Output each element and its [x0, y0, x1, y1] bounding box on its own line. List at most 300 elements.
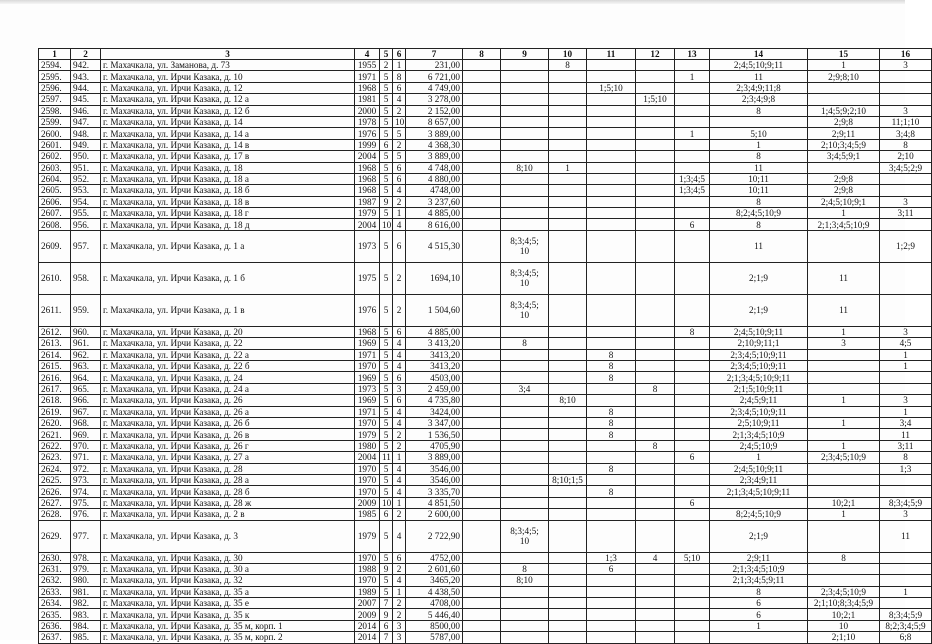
table-row: [39, 326, 932, 337]
table-cell: 5: [380, 173, 393, 184]
table-cell: 4 368,30: [406, 139, 463, 150]
table-cell: 1968: [355, 162, 380, 173]
table-cell: 4 735,80: [406, 395, 463, 406]
table-cell: [549, 105, 587, 116]
table-cell: [636, 497, 675, 508]
table-cell: 947.: [71, 116, 101, 127]
table-cell: 1: [808, 208, 880, 219]
table-cell: 4503,00: [406, 372, 463, 383]
table-cell: [636, 395, 675, 406]
table-cell: 2: [393, 262, 406, 294]
table-cell: [463, 219, 501, 230]
table-cell: [675, 474, 710, 485]
table-row: [39, 139, 932, 150]
table-cell: [549, 429, 587, 440]
table-cell: [463, 586, 501, 597]
table-cell: 5: [380, 586, 393, 597]
table-cell: 3;4: [880, 417, 932, 428]
table-cell: 1955: [355, 60, 380, 71]
table-cell: [501, 463, 549, 474]
table-cell: 11: [380, 452, 393, 463]
table-cell: 6;8: [880, 632, 932, 643]
table-cell: 5: [380, 162, 393, 173]
table-cell: 5: [380, 208, 393, 219]
table-cell: 3 889,00: [406, 128, 463, 139]
table-cell: 1999: [355, 139, 380, 150]
table-cell: 8;10: [549, 395, 587, 406]
table-row: [39, 105, 932, 116]
table-cell: 2;1;3;4;5;9;11: [710, 575, 808, 586]
table-cell: 3;4: [501, 383, 549, 394]
table-cell: 8;3;4;5; 10: [501, 294, 549, 326]
table-row: [39, 173, 932, 184]
table-cell: 1988: [355, 563, 380, 574]
table-cell: [501, 474, 549, 485]
table-row: [39, 429, 932, 440]
table-cell: [636, 609, 675, 620]
table-cell: [587, 162, 636, 173]
table-cell: 10;2;1: [808, 609, 880, 620]
table-cell: [463, 105, 501, 116]
table-cell: 2;9;8: [808, 116, 880, 127]
table-cell: [636, 474, 675, 485]
table-cell: [587, 60, 636, 71]
table-cell: 2: [393, 294, 406, 326]
table-cell: [463, 208, 501, 219]
table-cell: г. Махачкала, ул. Ирчи Казака, д. 1 в: [101, 294, 355, 326]
table-cell: [463, 406, 501, 417]
table-cell: 4752,00: [406, 552, 463, 563]
table-cell: 11: [710, 71, 808, 82]
table-cell: 2004: [355, 151, 380, 162]
table-cell: [463, 230, 501, 262]
table-cell: 5: [380, 116, 393, 127]
table-cell: [549, 417, 587, 428]
column-header: 7: [406, 49, 463, 60]
table-cell: 2612.: [39, 326, 71, 337]
table-cell: [636, 128, 675, 139]
table-cell: 5: [380, 82, 393, 93]
table-cell: [501, 429, 549, 440]
table-cell: 8500,00: [406, 620, 463, 631]
table-cell: [549, 486, 587, 497]
column-header: 2: [71, 49, 101, 60]
table-cell: [675, 349, 710, 360]
table-cell: [675, 116, 710, 127]
table-cell: 4708,00: [406, 598, 463, 609]
table-cell: 5: [380, 105, 393, 116]
table-cell: 1;3: [587, 552, 636, 563]
table-row: [39, 151, 932, 162]
table-cell: [675, 609, 710, 620]
table-cell: 2606.: [39, 196, 71, 207]
table-cell: [675, 338, 710, 349]
table-cell: 4 438,50: [406, 586, 463, 597]
table-cell: [463, 173, 501, 184]
table-cell: [463, 452, 501, 463]
table-cell: 5: [380, 349, 393, 360]
table-cell: 5: [380, 486, 393, 497]
table-row: [39, 474, 932, 485]
table-cell: 1: [393, 60, 406, 71]
table-cell: 954.: [71, 196, 101, 207]
table-row: [39, 162, 932, 173]
table-cell: г. Махачкала, ул. Ирчи Казака, д. 28: [101, 463, 355, 474]
table-cell: 2: [380, 60, 393, 71]
table-cell: 8: [710, 151, 808, 162]
table-cell: [636, 586, 675, 597]
table-cell: 3 413,20: [406, 338, 463, 349]
table-cell: г. Махачкала, ул. Ирчи Казака, д. 35 м, корп. 2: [101, 632, 355, 643]
table-cell: [549, 552, 587, 563]
table-cell: 4: [393, 406, 406, 417]
table-cell: 1;3: [880, 463, 932, 474]
table-cell: 3413,20: [406, 361, 463, 372]
table-cell: 4 748,00: [406, 162, 463, 173]
table-row: [39, 520, 932, 552]
table-cell: 5: [380, 463, 393, 474]
table-cell: [587, 395, 636, 406]
table-cell: 3;4;8: [880, 128, 932, 139]
table-cell: [501, 406, 549, 417]
table-cell: [636, 620, 675, 631]
table-cell: [808, 383, 880, 394]
table-cell: [880, 294, 932, 326]
table-cell: [675, 598, 710, 609]
table-cell: 4: [393, 338, 406, 349]
table-cell: [549, 294, 587, 326]
table-cell: [463, 632, 501, 643]
table-cell: 1970: [355, 552, 380, 563]
table-cell: [501, 509, 549, 520]
table-cell: [587, 71, 636, 82]
table-cell: [501, 632, 549, 643]
table-cell: 2 152,00: [406, 105, 463, 116]
table-cell: [501, 139, 549, 150]
table-cell: [549, 173, 587, 184]
table-cell: 11: [808, 262, 880, 294]
table-cell: [587, 598, 636, 609]
table-cell: 1973: [355, 383, 380, 394]
table-cell: 5: [393, 128, 406, 139]
table-cell: [549, 497, 587, 508]
table-cell: [636, 173, 675, 184]
table-row: [39, 620, 932, 631]
column-header: 4: [355, 49, 380, 60]
table-cell: [463, 417, 501, 428]
table-cell: [880, 474, 932, 485]
column-header: 8: [463, 49, 501, 60]
table-cell: 6: [710, 598, 808, 609]
table-cell: 4: [393, 520, 406, 552]
table-cell: [463, 563, 501, 574]
table-cell: 1987: [355, 196, 380, 207]
table-cell: [587, 575, 636, 586]
table-cell: 10: [380, 219, 393, 230]
table-cell: [587, 128, 636, 139]
table-cell: г. Махачкала, ул. Ирчи Казака, д. 28 а: [101, 474, 355, 485]
table-cell: 4: [393, 219, 406, 230]
table-cell: г. Махачкала, ул. Ирчи Казака, д. 24 а: [101, 383, 355, 394]
table-cell: [501, 620, 549, 631]
table-cell: 2;3;4;5;10;9;11: [710, 349, 808, 360]
table-cell: [463, 463, 501, 474]
table-cell: 2;3;4;9;11: [710, 474, 808, 485]
table-cell: [636, 60, 675, 71]
table-cell: 6 721,00: [406, 71, 463, 82]
table-cell: 6: [393, 82, 406, 93]
table-cell: 2595.: [39, 71, 71, 82]
table-cell: [501, 326, 549, 337]
table-cell: г. Махачкала, ул. Ирчи Казака, д. 1 б: [101, 262, 355, 294]
table-cell: 2009: [355, 609, 380, 620]
table-cell: г. Махачкала, ул. Ирчи Казака, д. 22: [101, 338, 355, 349]
table-cell: 4: [393, 463, 406, 474]
table-cell: 951.: [71, 162, 101, 173]
table-cell: [501, 173, 549, 184]
table-cell: [501, 586, 549, 597]
table-cell: г. Махачкала, ул. Ирчи Казака, д. 12 б: [101, 105, 355, 116]
table-cell: [880, 173, 932, 184]
table-cell: [675, 406, 710, 417]
table-cell: [675, 383, 710, 394]
table-cell: [549, 139, 587, 150]
table-cell: 955.: [71, 208, 101, 219]
table-cell: [675, 196, 710, 207]
table-cell: [636, 294, 675, 326]
table-cell: 2615.: [39, 361, 71, 372]
table-cell: [675, 361, 710, 372]
table-cell: 1: [808, 509, 880, 520]
table-cell: [880, 486, 932, 497]
table-cell: [549, 196, 587, 207]
table-cell: г. Махачкала, ул. Ирчи Казака, д. 28 ж: [101, 497, 355, 508]
table-cell: 4: [393, 185, 406, 196]
table-cell: 2610.: [39, 262, 71, 294]
table-cell: [463, 440, 501, 451]
table-cell: 966.: [71, 395, 101, 406]
table-cell: г. Махачкала, ул. Заманова, д. 73: [101, 60, 355, 71]
table-cell: 8: [587, 406, 636, 417]
table-cell: [808, 361, 880, 372]
table-cell: 6: [710, 609, 808, 620]
table-cell: [463, 497, 501, 508]
table-cell: 2;4;5;10;9;1: [808, 196, 880, 207]
table-cell: 1: [549, 162, 587, 173]
table-row: [39, 262, 932, 294]
table-cell: [501, 417, 549, 428]
table-row: [39, 609, 932, 620]
table-cell: 2;1;3;4;5;10;9;11: [710, 372, 808, 383]
table-cell: [636, 230, 675, 262]
table-cell: [463, 71, 501, 82]
table-cell: 1969: [355, 395, 380, 406]
table-cell: 1;5;10: [587, 82, 636, 93]
table-cell: [549, 94, 587, 105]
table-cell: [549, 338, 587, 349]
table-cell: 10: [393, 116, 406, 127]
column-header: 5: [380, 49, 393, 60]
table-cell: 1968: [355, 173, 380, 184]
table-cell: [501, 116, 549, 127]
table-cell: 976.: [71, 509, 101, 520]
table-cell: [808, 349, 880, 360]
column-header: 3: [101, 49, 355, 60]
table-cell: 2;9;11: [710, 552, 808, 563]
table-cell: 953.: [71, 185, 101, 196]
table-row: [39, 208, 932, 219]
table-cell: [880, 71, 932, 82]
table-cell: 8: [710, 219, 808, 230]
table-row: [39, 361, 932, 372]
table-cell: 2;9;8: [808, 185, 880, 196]
table-cell: 1971: [355, 349, 380, 360]
table-cell: [808, 520, 880, 552]
table-cell: 8;10;1;5: [549, 474, 587, 485]
table-row: [39, 196, 932, 207]
table-cell: [636, 262, 675, 294]
table-cell: [549, 598, 587, 609]
table-cell: 3 278,00: [406, 94, 463, 105]
table-cell: [675, 620, 710, 631]
table-cell: 1: [880, 586, 932, 597]
table-cell: [880, 82, 932, 93]
table-row: [39, 563, 932, 574]
table-cell: г. Махачкала, ул. Ирчи Казака, д. 30 а: [101, 563, 355, 574]
table-cell: [675, 139, 710, 150]
table-cell: 958.: [71, 262, 101, 294]
table-cell: [880, 185, 932, 196]
table-row: [39, 586, 932, 597]
table-cell: 2004: [355, 219, 380, 230]
table-cell: [808, 230, 880, 262]
table-cell: 5: [380, 395, 393, 406]
table-cell: 979.: [71, 563, 101, 574]
table-cell: 2;1;3;4;5;10;9: [710, 563, 808, 574]
table-cell: 5: [380, 71, 393, 82]
table-cell: 2;1;3;4;5;10;9: [710, 429, 808, 440]
table-cell: г. Махачкала, ул. Ирчи Казака, д. 18: [101, 162, 355, 173]
table-cell: 3: [393, 383, 406, 394]
table-cell: 2: [393, 563, 406, 574]
table-cell: 1970: [355, 417, 380, 428]
table-cell: [636, 151, 675, 162]
table-cell: 2;9;11: [808, 128, 880, 139]
table-cell: [587, 139, 636, 150]
table-cell: 2: [393, 196, 406, 207]
table-cell: 2600.: [39, 128, 71, 139]
table-cell: 1976: [355, 294, 380, 326]
table-cell: 5: [380, 262, 393, 294]
table-row: [39, 82, 932, 93]
table-cell: 1: [808, 440, 880, 451]
table-cell: 977.: [71, 520, 101, 552]
table-cell: 5: [380, 338, 393, 349]
table-cell: [463, 60, 501, 71]
table-cell: 980.: [71, 575, 101, 586]
table-cell: г. Махачкала, ул. Ирчи Казака, д. 17 в: [101, 151, 355, 162]
table-cell: [501, 219, 549, 230]
table-cell: 5: [380, 185, 393, 196]
table-cell: 1979: [355, 520, 380, 552]
table-row: [39, 552, 932, 563]
table-cell: 1;3;4;5: [675, 173, 710, 184]
table-cell: 10;11: [710, 173, 808, 184]
table-cell: г. Махачкала, ул. Ирчи Казака, д. 22 а: [101, 349, 355, 360]
table-cell: 1985: [355, 509, 380, 520]
table-cell: 10;11: [710, 185, 808, 196]
table-cell: 1: [710, 452, 808, 463]
table-cell: 2;3;4;9;8: [710, 94, 808, 105]
table-cell: [587, 632, 636, 643]
table-cell: г. Махачкала, ул. Ирчи Казака, д. 35 а: [101, 586, 355, 597]
table-cell: 2: [393, 139, 406, 150]
table-cell: 1: [710, 620, 808, 631]
table-cell: [587, 151, 636, 162]
table-cell: г. Махачкала, ул. Ирчи Казака, д. 30: [101, 552, 355, 563]
table-cell: [501, 372, 549, 383]
table-cell: [549, 349, 587, 360]
table-cell: [587, 294, 636, 326]
table-cell: 2: [393, 609, 406, 620]
table-cell: 1969: [355, 338, 380, 349]
table-row: [39, 338, 932, 349]
table-cell: [880, 383, 932, 394]
table-cell: 2613.: [39, 338, 71, 349]
table-cell: г. Махачкала, ул. Ирчи Казака, д. 28 б: [101, 486, 355, 497]
table-cell: [710, 497, 808, 508]
table-cell: [636, 372, 675, 383]
table-cell: [463, 128, 501, 139]
table-cell: 1970: [355, 361, 380, 372]
table-cell: [501, 552, 549, 563]
table-cell: [463, 94, 501, 105]
table-row: [39, 406, 932, 417]
table-row: [39, 509, 932, 520]
table-cell: [587, 497, 636, 508]
table-cell: 1 504,60: [406, 294, 463, 326]
table-cell: 4 749,00: [406, 82, 463, 93]
table-cell: [549, 609, 587, 620]
table-cell: 7: [380, 598, 393, 609]
table-cell: 8: [880, 139, 932, 150]
table-cell: [501, 497, 549, 508]
table-cell: 2 601,60: [406, 563, 463, 574]
table-cell: 11: [710, 230, 808, 262]
table-cell: 8;3;4;5; 10: [501, 230, 549, 262]
table-cell: 3;11: [880, 440, 932, 451]
table-cell: [880, 94, 932, 105]
table-cell: 2004: [355, 452, 380, 463]
table-cell: 2007: [355, 598, 380, 609]
table-cell: 8: [393, 71, 406, 82]
table-cell: 2;1;9: [710, 294, 808, 326]
table-cell: 2;4;5;10;9: [710, 440, 808, 451]
table-cell: 4: [393, 474, 406, 485]
table-cell: 1: [880, 406, 932, 417]
table-cell: 2629.: [39, 520, 71, 552]
table-cell: 5: [380, 474, 393, 485]
table-cell: 8;2;4;5;10;9: [710, 509, 808, 520]
table-cell: [675, 575, 710, 586]
table-cell: 2597.: [39, 94, 71, 105]
table-cell: [549, 326, 587, 337]
table-cell: [587, 620, 636, 631]
table-row: [39, 60, 932, 71]
table-cell: 3413,20: [406, 349, 463, 360]
table-cell: 6: [587, 563, 636, 574]
table-cell: [675, 372, 710, 383]
